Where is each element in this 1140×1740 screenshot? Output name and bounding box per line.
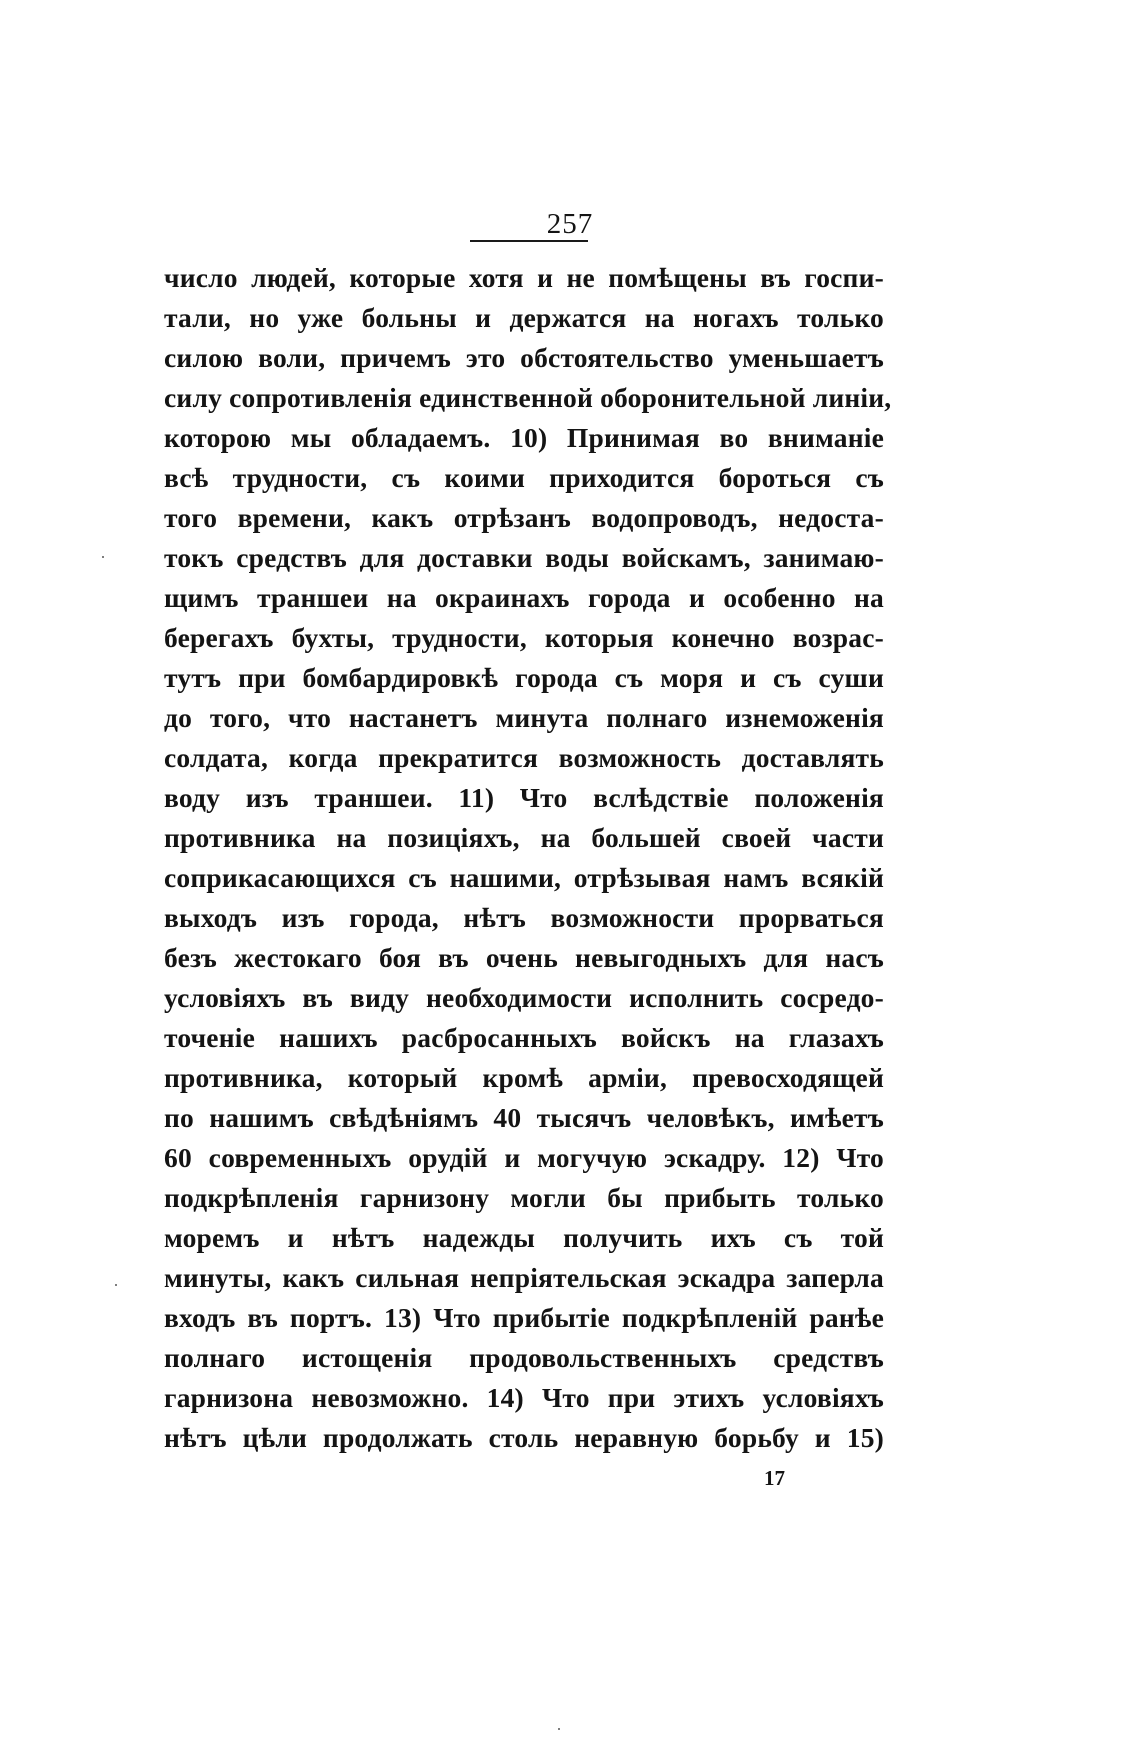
text-line: силою воли, причемъ это обстоятельство уменьшаетъ — [164, 342, 884, 373]
text-line: которою мы обладаемъ. 10) Принимая во вниманіе — [164, 422, 884, 453]
scan-speck — [558, 1728, 560, 1730]
body-text — [164, 258, 892, 1458]
text-line: тутъ при бомбардировкѣ города съ моря и съ суши — [164, 662, 884, 693]
text-line: нѣтъ цѣли продолжать столь неравную борьбу и 15) — [164, 1422, 884, 1453]
text-line: условіяхъ въ виду необходимости исполнить сосредо- — [164, 982, 884, 1013]
signature-mark: 17 — [764, 1466, 785, 1490]
text-line: соприкасающихся съ нашими, отрѣзывая намъ всякій — [164, 862, 884, 893]
text-line: силу сопротивленія единственной оборонительной линіи, — [164, 382, 892, 413]
text-line: берегахъ бухты, трудности, которыя конечно возрас- — [164, 622, 884, 653]
page-number-rule — [470, 240, 588, 242]
text-line: моремъ и нѣтъ надежды получить ихъ съ той — [164, 1222, 884, 1253]
text-line: противника на позиціяхъ, на большей своей части — [164, 822, 884, 853]
text-line: подкрѣпленія гарнизону могли бы прибыть только — [164, 1182, 884, 1213]
text-line: до того, что настанетъ минута полнаго изнеможенія — [164, 702, 884, 733]
page-number: 257 — [546, 208, 594, 240]
scan-speck — [102, 556, 104, 558]
text-line: по нашимъ свѣдѣніямъ 40 тысячъ человѣкъ, имѣетъ — [164, 1102, 884, 1133]
text-line: всѣ трудности, съ коими приходится бороться съ — [164, 462, 884, 493]
text-line: безъ жестокаго боя въ очень невыгодныхъ для насъ — [164, 942, 884, 973]
text-line: солдата, когда прекратится возможность доставлять — [164, 742, 884, 773]
text-line: токъ средствъ для доставки воды войскамъ, занимаю- — [164, 542, 884, 573]
text-line: минуты, какъ сильная непріятельская эскадра заперла — [164, 1262, 884, 1293]
text-line: входъ въ портъ. 13) Что прибытіе подкрѣпленій ранѣе — [164, 1302, 884, 1333]
text-line: щимъ траншеи на окраинахъ города и особенно на — [164, 582, 884, 613]
text-line: того времени, какъ отрѣзанъ водопроводъ, недоста- — [164, 502, 884, 533]
text-line: точеніе нашихъ расбросанныхъ войскъ на глазахъ — [164, 1022, 884, 1053]
text-line: тали, но уже больны и держатся на ногахъ только — [164, 302, 884, 333]
text-line: полнаго истощенія продовольственныхъ средствъ — [164, 1342, 884, 1373]
text-line: 60 современныхъ орудій и могучую эскадру. 12) Что — [164, 1142, 884, 1173]
text-line: число людей, которые хотя и не помѣщены въ госпи- — [164, 262, 884, 293]
text-line: воду изъ траншеи. 11) Что вслѣдствіе положенія — [164, 782, 884, 813]
text-line: выходъ изъ города, нѣтъ возможности прорваться — [164, 902, 884, 933]
text-line: противника, который кромѣ арміи, превосходящей — [164, 1062, 884, 1093]
scan-speck — [115, 1284, 117, 1286]
text-line: гарнизона невозможно. 14) Что при этихъ условіяхъ — [164, 1382, 884, 1413]
